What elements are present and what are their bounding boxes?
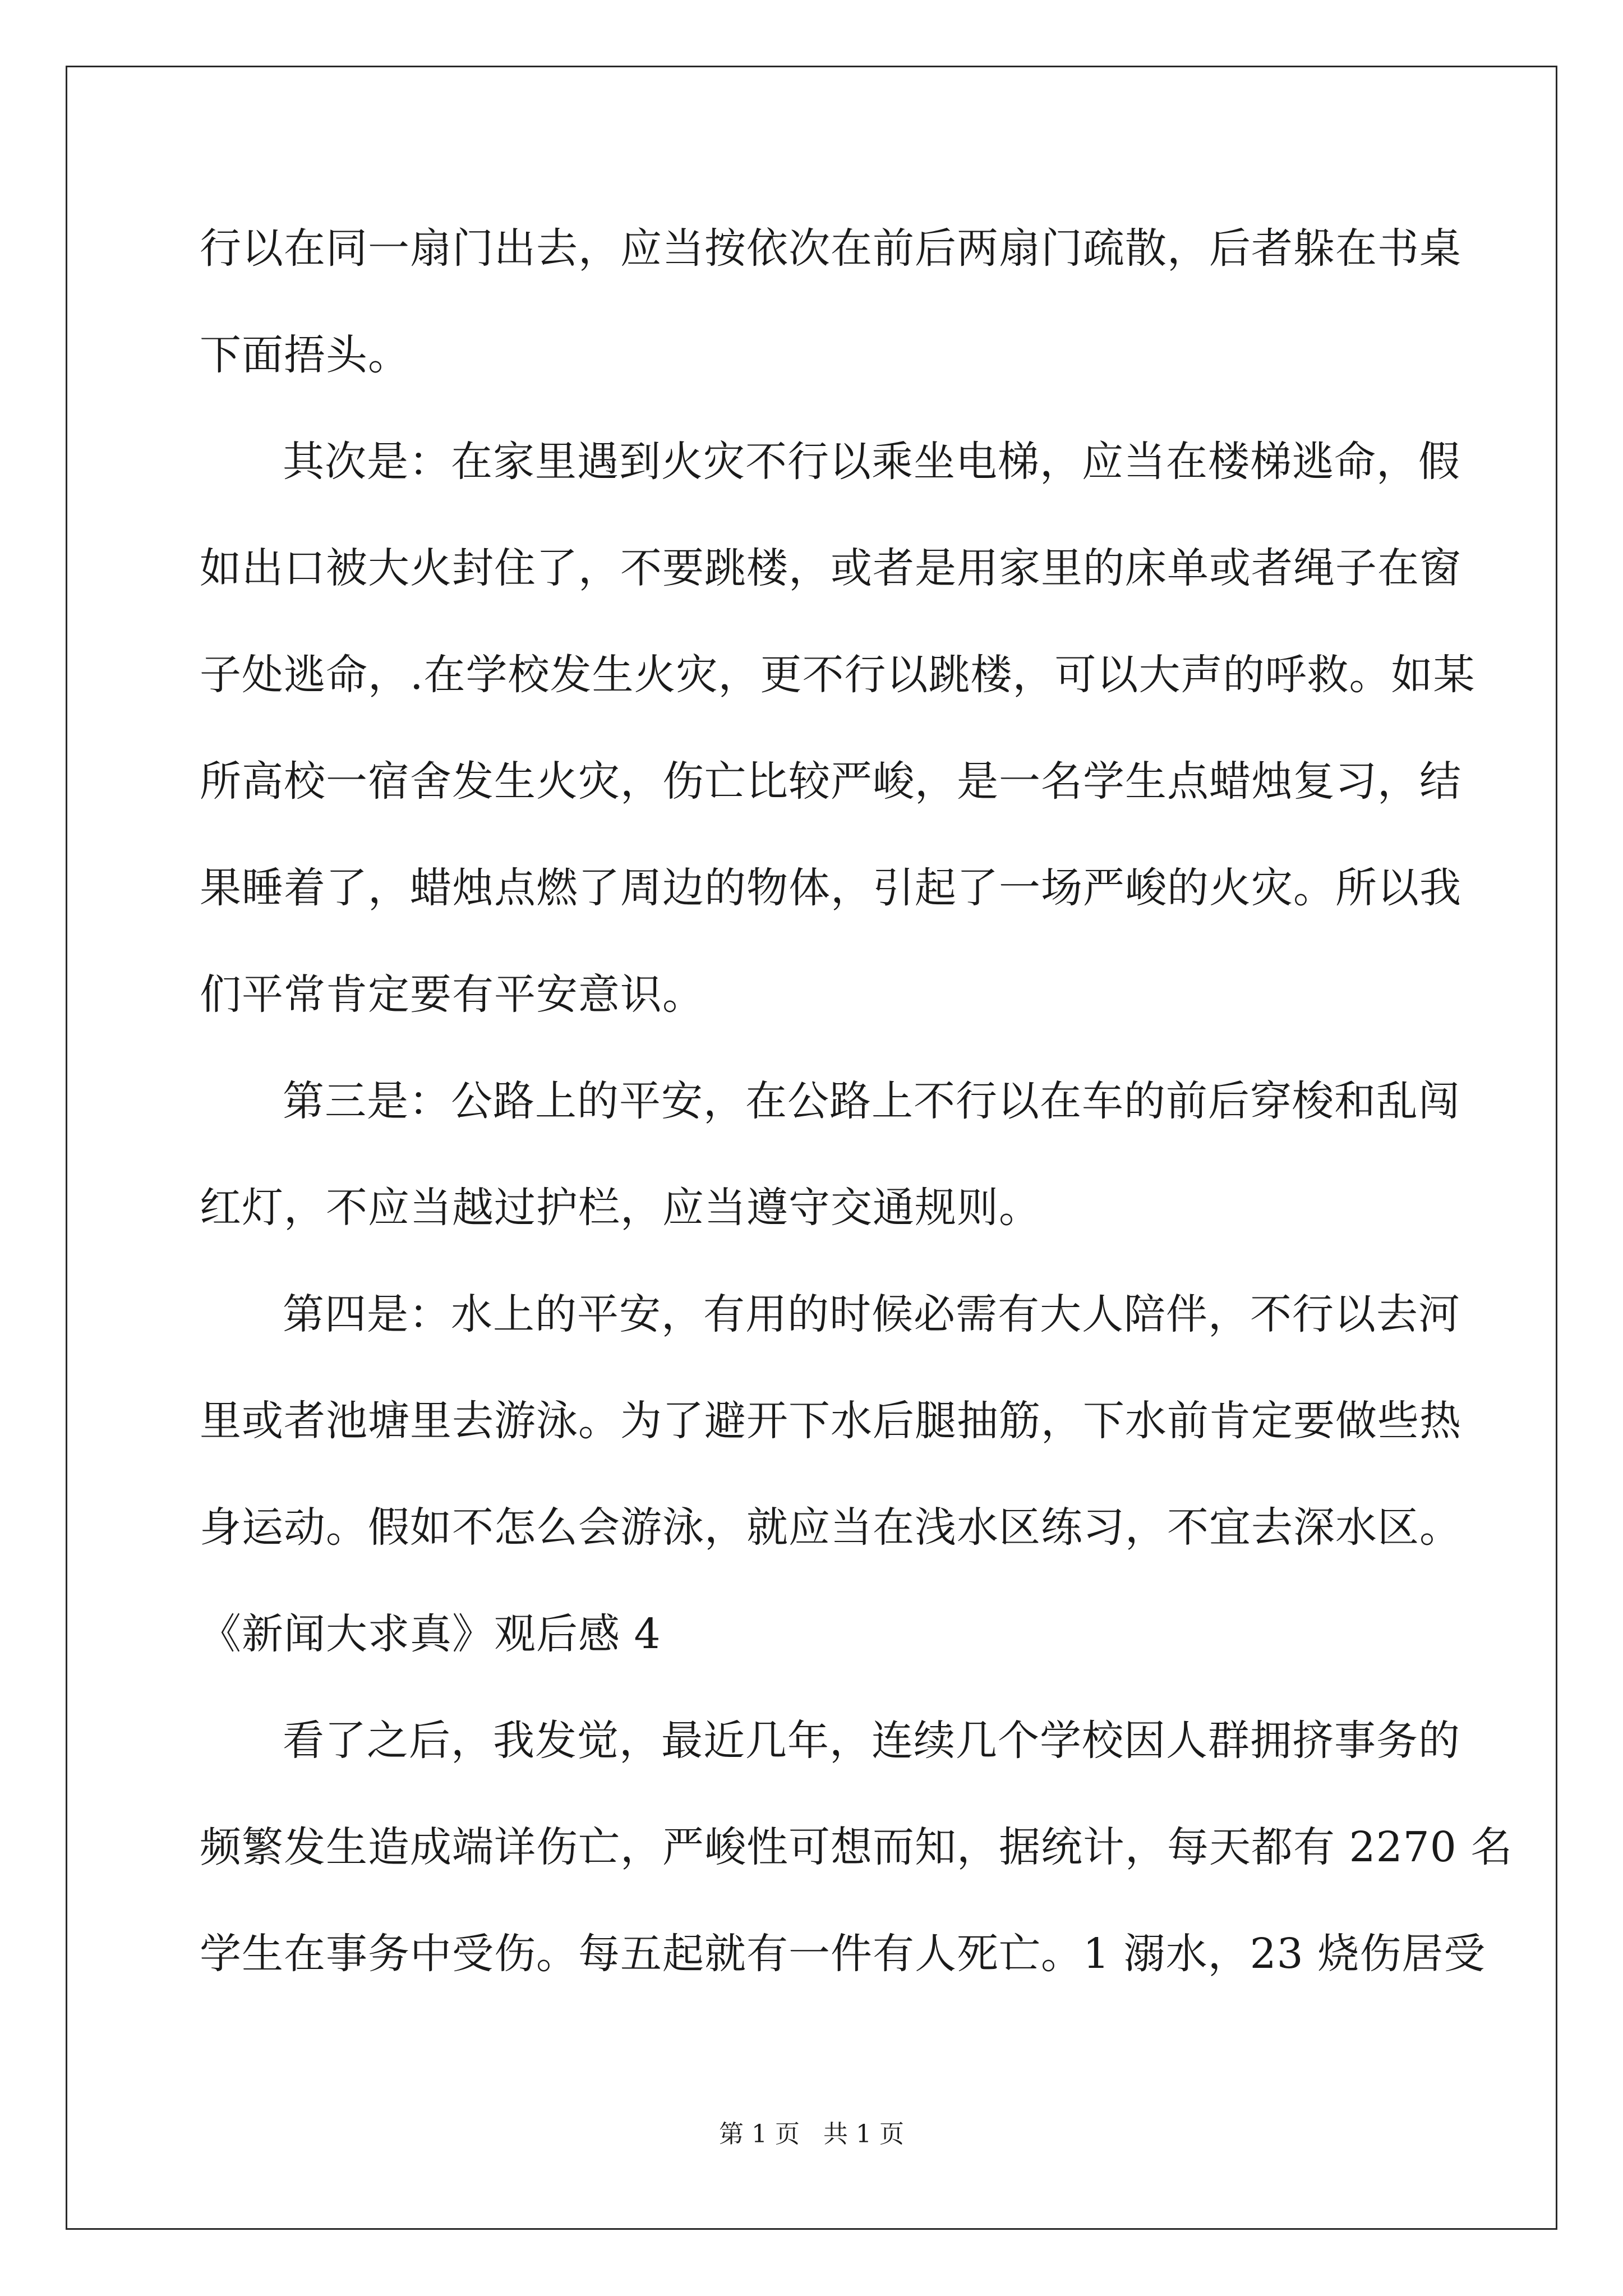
text-line: 下面捂头。	[200, 331, 410, 379]
text-line: 里或者池塘里去游泳。为了避开下水后腿抽筋，下水前肯定要做些热	[200, 1397, 1461, 1445]
page-footer: 第 1 页 共 1 页	[719, 2120, 904, 2148]
text-line: 学生在事务中受伤。每五起就有一件有人死亡。1 溺水，23 烧伤居受	[200, 1930, 1486, 1978]
paragraph-start: 看了之后，我发觉，最近几年，连续几个学校因人群拥挤事务的	[283, 1717, 1460, 1765]
paragraph-start: 第三是：公路上的平安，在公路上不行以在车的前后穿梭和乱闯	[283, 1077, 1460, 1125]
text-line: 身运动。假如不怎么会游泳，就应当在浅水区练习，不宜去深水区。	[200, 1503, 1461, 1552]
text-line: 所高校一宿舍发生火灾，伤亡比较严峻，是一名学生点蜡烛复习，结	[200, 757, 1461, 806]
page-border	[66, 66, 1557, 2230]
text-line: 们平常肯定要有平安意识。	[200, 970, 704, 1019]
text-line: 如出口被大火封住了，不要跳楼，或者是用家里的床单或者绳子在窗	[200, 544, 1461, 592]
text-line: 行以在同一扇门出去，应当按依次在前后两扇门疏散，后者躲在书桌	[200, 224, 1461, 273]
paragraph-start: 第四是：水上的平安，有用的时候必需有大人陪伴，不行以去河	[283, 1290, 1460, 1338]
text-line: 频繁发生造成端详伤亡，严峻性可想而知，据统计，每天都有 2270 名	[200, 1823, 1513, 1871]
paragraph-start: 其次是：在家里遇到火灾不行以乘坐电梯，应当在楼梯逃命，假	[283, 438, 1460, 486]
text-line: 果睡着了，蜡烛点燃了周边的物体，引起了一场严峻的火灾。所以我	[200, 864, 1461, 912]
text-line: 红灯，不应当越过护栏，应当遵守交通规则。	[200, 1184, 1041, 1232]
section-heading: 《新闻大求真》观后感 4	[200, 1610, 661, 1658]
text-line: 子处逃命，.在学校发生火灾，更不行以跳楼，可以大声的呼救。如某	[200, 651, 1476, 699]
